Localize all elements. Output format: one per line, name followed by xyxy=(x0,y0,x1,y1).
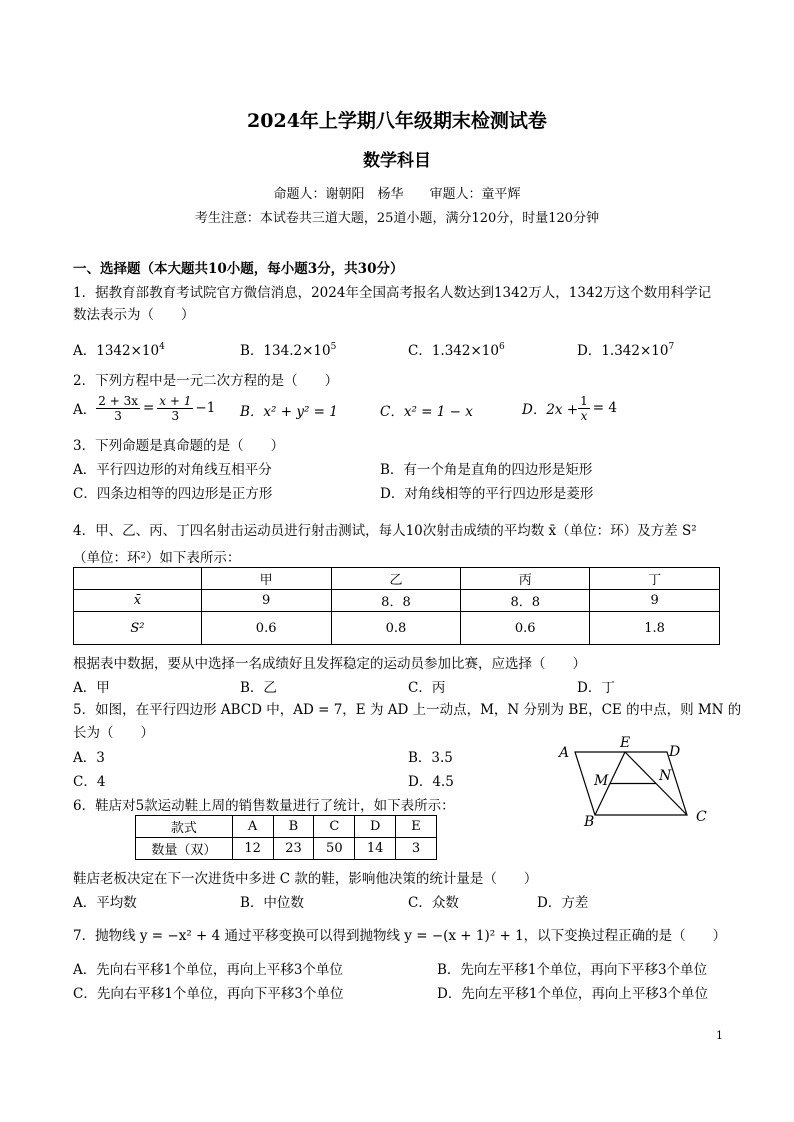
table-cell: C xyxy=(314,816,355,838)
q2-option-b: B．x² + y² = 1 xyxy=(240,404,338,420)
exam-note: 考生注意：本试卷共三道大题，25道小题，满分120分，时量120分钟 xyxy=(194,211,600,226)
page-number: 1 xyxy=(716,1029,723,1042)
table-cell: 丙 xyxy=(461,568,590,590)
table-cell: 0.6 xyxy=(461,612,590,645)
label-d: D xyxy=(669,744,681,760)
table-row xyxy=(74,590,720,612)
q5-option-a: A．3 xyxy=(73,750,105,766)
q6-sales-table xyxy=(135,815,437,860)
q7-stem: 7．抛物线 y = −x² + 4 通过平移变换可以得到抛物线 y = −(x + 1)² + 1，以下变换过程正确的是（ ） xyxy=(73,928,727,944)
subject-title: 数学科目 xyxy=(363,151,431,171)
table-cell: A xyxy=(232,816,273,838)
q7-option-a: A．先向右平移1个单位，再向上平移3个单位 xyxy=(73,962,343,978)
exam-title: 2024年上学期八年级期末检测试卷 xyxy=(247,110,547,132)
label-b: B xyxy=(584,814,595,830)
q4-option-d: D．丁 xyxy=(577,680,615,696)
table-cell: D xyxy=(355,816,396,838)
table-cell: 3 xyxy=(396,838,437,860)
table-cell: 23 xyxy=(273,838,314,860)
q4-option-c: C．丙 xyxy=(408,680,446,696)
q1-option-a: A．$1342\times 10^4$ xyxy=(73,342,165,359)
section-heading: 一、选择题（本大题共10小题，每小题3分，共30分） xyxy=(73,261,404,277)
table-cell: E xyxy=(396,816,437,838)
q1-stem-line1: 1．据教育部教育考试院官方微信消息，2024年全国高考报名人数达到1342万人，1342万这个数用科学记 xyxy=(73,285,712,301)
table-header-row xyxy=(136,816,437,838)
q4-score-table xyxy=(73,567,720,645)
table-cell: 14 xyxy=(355,838,396,860)
q2-option-a: A． $\frac{2 + 3x}{3}$ = $\frac{x + 1}{3}$ −1 xyxy=(73,393,216,423)
q4-option-b: B．乙 xyxy=(240,680,277,696)
fraction-d: $\frac{1}{x}$ xyxy=(580,393,588,423)
q1-stem-line2: 数法表示为（ ） xyxy=(73,307,195,323)
q2-stem: 2．下列方程中是一元二次方程的是（ ） xyxy=(73,373,339,389)
q6-option-a: A．平均数 xyxy=(73,895,137,911)
q1-option-c: C．$1.342\times 10^6$ xyxy=(408,342,505,359)
q7-option-c: C．先向右平移1个单位，再向下平移3个单位 xyxy=(73,986,344,1002)
fraction-a2: $\frac{x + 1}{3}$ xyxy=(159,393,192,423)
q1-option-d: D．$1.342\times 10^7$ xyxy=(577,342,675,359)
table-cell: 0.6 xyxy=(201,612,331,645)
table-cell: 款式 xyxy=(136,816,233,838)
table-cell: 8．8 xyxy=(331,590,461,612)
table-cell: 9 xyxy=(590,590,720,612)
table-cell xyxy=(74,568,202,590)
q3-option-a: A．平行四边形的对角线互相平分 xyxy=(73,462,272,478)
table-cell: 50 xyxy=(314,838,355,860)
q2-option-c: C．x² = 1 − x xyxy=(380,404,473,420)
q5-stem-line1: 5．如图，在平行四边形 ABCD 中，AD = 7，E 为 AD 上一动点，M，N 分别为 BE，CE 的中点，则 MN 的 xyxy=(73,702,742,718)
table-header-row xyxy=(74,568,720,590)
table-row xyxy=(136,838,437,860)
label-c: C xyxy=(696,809,707,825)
q5-stem-line2: 长为（ ） xyxy=(73,725,154,741)
fraction-a1: $\frac{2 + 3x}{3}$ xyxy=(98,393,138,423)
q5-option-b: B．3.5 xyxy=(408,750,453,766)
q6-option-c: C．众数 xyxy=(408,895,459,911)
table-cell: x̄ xyxy=(74,590,202,612)
authors-line: 命题人：谢朝阳 杨华 审题人：童平辉 xyxy=(273,187,521,202)
q3-stem: 3．下列命题是真命题的是（ ） xyxy=(73,438,285,454)
q3-option-b: B．有一个角是直角的四边形是矩形 xyxy=(380,462,593,478)
q3-option-c: C．四条边相等的四边形是正方形 xyxy=(73,486,273,502)
table-cell: S² xyxy=(74,612,202,645)
q4-stem-line2: （单位：环²）如下表所示： xyxy=(73,550,241,566)
q6-stem: 6．鞋店对5款运动鞋上周的销售数量进行了统计，如下表所示： xyxy=(73,798,455,814)
q7-option-b: B．先向左平移1个单位，再向下平移3个单位 xyxy=(437,962,708,978)
q4-option-a: A．甲 xyxy=(73,680,110,696)
q5-option-d: D．4.5 xyxy=(408,774,454,790)
table-cell: 12 xyxy=(232,838,273,860)
q6-option-d: D．方差 xyxy=(537,895,589,911)
table-cell: 丁 xyxy=(590,568,720,590)
table-cell: 9 xyxy=(201,590,331,612)
q6-question: 鞋店老板决定在下一次进货中多进 C 款的鞋，影响他决策的统计量是（ ） xyxy=(73,871,538,887)
table-cell: 乙 xyxy=(331,568,461,590)
table-cell: 0.8 xyxy=(331,612,461,645)
table-cell: 1.8 xyxy=(590,612,720,645)
label-n: N xyxy=(659,768,672,784)
q4-question: 根据表中数据，要从中选择一名成绩好且发挥稳定的运动员参加比赛，应选择（ ） xyxy=(73,656,586,672)
label-m: M xyxy=(594,773,609,789)
table-cell: 8．8 xyxy=(461,590,590,612)
q1-option-b: B．$134.2\times 10^5$ xyxy=(240,342,337,359)
q5-option-c: C．4 xyxy=(73,774,106,790)
table-row xyxy=(74,612,720,645)
table-cell: 甲 xyxy=(201,568,331,590)
q6-option-b: B．中位数 xyxy=(240,895,304,911)
label-e: E xyxy=(620,735,631,751)
q4-stem-line1: 4．甲、乙、丙、丁四名射击运动员进行射击测试，每人10次射击成绩的平均数 x̄（单位：环）及方差 S² xyxy=(73,523,697,539)
parallelogram-figure xyxy=(550,735,720,830)
q2-option-d: D．2x + $\frac{1}{x}$ = 4 xyxy=(522,393,617,423)
table-cell: B xyxy=(273,816,314,838)
table-cell: 数量（双） xyxy=(136,838,233,860)
label-a: A xyxy=(559,745,570,761)
q3-option-d: D．对角线相等的平行四边形是菱形 xyxy=(380,486,594,502)
q7-option-d: D．先向左平移1个单位，再向上平移3个单位 xyxy=(437,986,709,1002)
